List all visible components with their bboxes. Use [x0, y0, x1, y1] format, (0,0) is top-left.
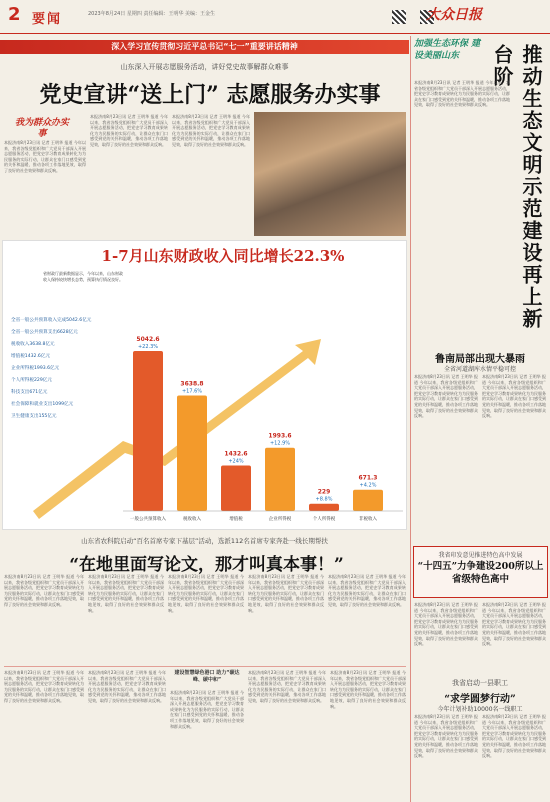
- bar-value-5: 671.3: [358, 474, 378, 482]
- header-meta: 2023年8月24日 星期四 责任编辑：王明华 美编：王金生: [88, 11, 216, 17]
- mid-body-col1: 本报济南8月23日讯 记者 王明华 报道 今年以来，我省各级党组织和广大党员干部深入开展志愿服务活动，把党史学习教育成果转化为为民服务的实际行动，让群众在家门口感受到党的关怀和温暖，推动各项工作落地见效，取得了良好的社会效果和群众反响。: [4, 574, 84, 607]
- bar-4: [309, 504, 339, 511]
- eco-slogan: 加强生态环保 建设美丽山东: [414, 39, 481, 61]
- eco-body: 本报济南8月23日讯 记者 王明华 报道 今年以来，我省各级党组织和广大党员干部深入开展志愿服务活动，把党史学习教育成果转化为为民服务的实际行动，让群众在家门口感受到党的关怀和温暖，推动各项工作落地见效，取得了良好的社会效果和群众反响。: [414, 80, 510, 108]
- bar-value-4: 229: [317, 488, 331, 496]
- mid-body-col2: 本报济南8月23日讯 记者 王明华 报道 今年以来，我省各级党组织和广大党员干部深入开展志愿服务活动，把党史学习教育成果转化为为民服务的实际行动，让群众在家门口感受到党的关怀和温暖，推动各项工作落地见效，取得了良好的社会效果和群众反响。: [88, 574, 164, 613]
- job-body-col2: 本报济南8月23日讯 记者 王明华 报道 今年以来，我省各级党组织和广大党员干部深入开展志愿服务活动，把党史学习教育成果转化为为民服务的实际行动，让群众在家门口感受到党的关怀和温暖，推动各项工作落地见效，取得了良好的社会效果和群众反响。: [482, 714, 546, 759]
- lead-stamp: 我为群众办实事: [14, 118, 69, 139]
- mid-body-col3: 本报济南8月23日讯 记者 王明华 报道 今年以来，我省各级党组织和广大党员干部深入开展志愿服务活动，把党史学习教育成果转化为为民服务的实际行动，让群众在家门口感受到党的关怀和温暖，推动各项工作落地见效，取得了良好的社会效果和群众反响。: [168, 574, 244, 613]
- lower-body-col2: 本报济南8月23日讯 记者 王明华 报道 今年以来，我省各级党组织和广大党员干部深入开展志愿服务活动，把党史学习教育成果转化为为民服务的实际行动，让群众在家门口感受到党的关怀和温暖，推动各项工作落地见效，取得了良好的社会效果和群众反响。: [88, 670, 166, 703]
- note-8: 卫生健康支出155亿元: [11, 414, 57, 419]
- bar-growth-2: +24%: [228, 458, 244, 465]
- lead-photo: [254, 112, 406, 236]
- mid-body-col5: 本报济南8月23日讯 记者 王明华 报道 今年以来，我省各级党组织和广大党员干部深入开展志愿服务活动，把党史学习教育成果转化为为民服务的实际行动，让群众在家门口感受到党的关怀和温暖，推动各项工作落地见效，取得了良好的社会效果和群众反响。: [328, 574, 406, 607]
- mid-body-col4: 本报济南8月23日讯 记者 王明华 报道 今年以来，我省各级党组织和广大党员干部深入开展志愿服务活动，把党史学习教育成果转化为为民服务的实际行动，让群众在家门口感受到党的关怀和温暖，推动各项工作落地见效，取得了良好的社会效果和群众反响。: [248, 574, 324, 613]
- page-header: [0, 0, 550, 34]
- chart-title: 1-7月山东财政收入同比增长22.3%: [101, 247, 345, 265]
- lower-body-col1: 本报济南8月23日讯 记者 王明华 报道 今年以来，我省各级党组织和广大党员干部深入开展志愿服务活动，把党史学习教育成果转化为为民服务的实际行动，让群众在家门口感受到党的关怀和温暖，推动各项工作落地见效，取得了良好的社会效果和群众反响。: [4, 670, 84, 703]
- note-7: 社会保障和就业支出1099亿元: [11, 402, 74, 407]
- section-title: 要闻: [32, 12, 63, 27]
- bar-category-1: 税收收入: [183, 517, 201, 522]
- education-kicker: 我省印发意见推进特色高中发展: [438, 552, 523, 559]
- bar-growth-3: +12.9%: [269, 440, 291, 447]
- education-headline: “十四五”力争建设200所以上省级特色高中: [417, 561, 544, 585]
- note-2: 税收收入3638.8亿元: [11, 342, 55, 347]
- education-body-col2: 本报济南8月23日讯 记者 王明华 报道 今年以来，我省各级党组织和广大党员干部深入开展志愿服务活动，把党史学习教育成果转化为为民服务的实际行动，让群众在家门口感受到党的关怀和温暖，推动各项工作落地见效，取得了良好的社会效果和群众反响。: [482, 602, 546, 647]
- weather-body-col1: 本报济南8月23日讯 记者 王明华 报道 今年以来，我省各级党组织和广大党员干部深入开展志愿服务活动，把党史学习教育成果转化为为民服务的实际行动，让群众在家门口感受到党的关怀和温暖，推动各项工作落地见效，取得了良好的社会效果和群众反响。: [414, 374, 478, 419]
- note-1: 全省一般公共预算支出6628亿元: [11, 330, 78, 335]
- bar-3: [265, 448, 295, 511]
- bar-growth-5: +4.2%: [359, 482, 377, 489]
- lead-body-col2: 本报济南8月23日讯 记者 王明华 报道 今年以来，我省各级党组织和广大党员干部深入开展志愿服务活动，把党史学习教育成果转化为为民服务的实际行动，让群众在家门口感受到党的关怀和温暖，推动各项工作落地见效，取得了良好的社会效果和群众反响。: [90, 114, 168, 147]
- bar-2: [221, 466, 251, 511]
- weather-headline: 鲁南局部出现大暴雨: [435, 354, 525, 365]
- mid-kicker: 山东省农科院启动“百名首席专家下基层”活动，选派112名首席专家奔赴一线长期帮扶: [81, 537, 328, 545]
- column-divider: [410, 36, 411, 802]
- note-6: 科技支出671亿元: [11, 390, 48, 395]
- note-5: 个人所得税229亿元: [11, 378, 52, 383]
- bar-1: [177, 396, 207, 511]
- mid-headline: “在地里面写论文，那才叫真本事！”: [69, 555, 344, 575]
- lead-kicker: 山东深入开展志愿服务活动，讲好党史故事解群众难事: [120, 63, 289, 71]
- bar-category-5: 非税收入: [359, 517, 377, 522]
- bar-value-0: 5042.6: [136, 336, 160, 343]
- note-3: 增值税1432.6亿元: [11, 354, 51, 359]
- lower-body-col5: 本报济南8月23日讯 记者 王明华 报道 今年以来，我省各级党组织和广大党员干部深入开展志愿服务活动，把党史学习教育成果转化为为民服务的实际行动，让群众在家门口感受到党的关怀和温暖，推动各项工作落地见效，取得了良好的社会效果和群众反响。: [330, 670, 406, 709]
- note-0: 全省一般公共预算收入完成5042.6亿元: [11, 318, 92, 323]
- bar-value-2: 1432.6: [224, 450, 248, 458]
- education-box: [413, 546, 548, 598]
- lower-body-col3: 本报济南8月23日讯 记者 王明华 报道 今年以来，我省各级党组织和广大党员干部深入开展志愿服务活动，把党史学习教育成果转化为为民服务的实际行动，让群众在家门口感受到党的关怀和温暖，推动各项工作落地见效，取得了良好的社会效果和群众反响。: [170, 690, 244, 729]
- bar-5: [353, 490, 383, 511]
- lower-body-col4: 本报济南8月23日讯 记者 王明华 报道 今年以来，我省各级党组织和广大党员干部深入开展志愿服务活动，把党史学习教育成果转化为为民服务的实际行动，让群众在家门口感受到党的关怀和温暖，推动各项工作落地见效，取得了良好的社会效果和群众反响。: [248, 670, 326, 703]
- bar-growth-4: +8.8%: [315, 496, 333, 503]
- bar-value-1: 3638.8: [180, 380, 204, 388]
- chart-canvas: [3, 241, 408, 531]
- lead-body-col3: 本报济南8月23日讯 记者 王明华 报道 今年以来，我省各级党组织和广大党员干部深入开展志愿服务活动，把党史学习教育成果转化为为民服务的实际行动，让群众在家门口感受到党的关怀和温暖，推动各项工作落地见效，取得了良好的社会效果和群众反响。: [172, 114, 250, 147]
- eco-vertical-headline: 推动生态文明示范建设再上新台阶: [490, 44, 543, 330]
- theme-banner: 深入学习宣传贯彻习近平总书记“七一”重要讲话精神: [0, 40, 409, 54]
- job-subhead: 今年计划补助10000名一线职工: [437, 706, 523, 713]
- page-number: 2: [8, 4, 21, 25]
- job-headline: “求学圆梦行动”: [444, 694, 516, 705]
- weather-body-col2: 本报济南8月23日讯 记者 王明华 报道 今年以来，我省各级党组织和广大党员干部深入开展志愿服务活动，把党史学习教育成果转化为为民服务的实际行动，让群众在家门口感受到党的关怀和温暖，推动各项工作落地见效，取得了良好的社会效果和群众反响。: [482, 374, 546, 419]
- finance-infographic: [2, 240, 407, 530]
- weather-subhead: 全省河道湖库水情平稳可控: [443, 366, 516, 373]
- job-body-col1: 本报济南8月23日讯 记者 王明华 报道 今年以来，我省各级党组织和广大党员干部深入开展志愿服务活动，把党史学习教育成果转化为为民服务的实际行动，让群众在家门口感受到党的关怀和温暖，推动各项工作落地见效，取得了良好的社会效果和群众反响。: [414, 714, 478, 759]
- bar-category-4: 个人所得税: [312, 517, 336, 522]
- qr-code-icon: [392, 10, 406, 24]
- bar-value-3: 1993.6: [268, 432, 292, 440]
- port-subhead: 建设智慧绿色港口 助力“碳达峰、碳中和”: [174, 670, 240, 683]
- bar-growth-0: +22.3%: [137, 344, 159, 350]
- bar-category-2: 增值税: [229, 517, 243, 522]
- lead-body-col1: 本报济南8月23日讯 记者 王明华 报道 今年以来，我省各级党组织和广大党员干部深入开展志愿服务活动，把党史学习教育成果转化为为民服务的实际行动，让群众在家门口感受到党的关怀和温暖，推动各项工作落地见效，取得了良好的社会效果和群众反响。: [4, 140, 86, 173]
- lead-headline: 党史宣讲“送上门” 志愿服务办实事: [39, 82, 381, 108]
- job-kicker: 我省启动一县职工: [452, 679, 508, 687]
- bar-category-3: 企业所得税: [268, 517, 292, 522]
- chart-summary: 省财政厅最新数据显示，今年以来，山东财政收入保持较快增长态势，预算执行情况良好。: [43, 271, 123, 282]
- education-body-col1: 本报济南8月23日讯 记者 王明华 报道 今年以来，我省各级党组织和广大党员干部深入开展志愿服务活动，把党史学习教育成果转化为为民服务的实际行动，让群众在家门口感受到党的关怀和温暖，推动各项工作落地见效，取得了良好的社会效果和群众反响。: [414, 602, 478, 647]
- bar-0: [133, 351, 163, 511]
- newspaper-logo: 大众日报: [426, 7, 482, 23]
- bar-category-0: 一般公共预算收入: [130, 517, 166, 522]
- note-4: 企业所得税1993.6亿元: [11, 366, 60, 371]
- bar-growth-1: +17.6%: [181, 388, 203, 395]
- divider: [4, 666, 406, 667]
